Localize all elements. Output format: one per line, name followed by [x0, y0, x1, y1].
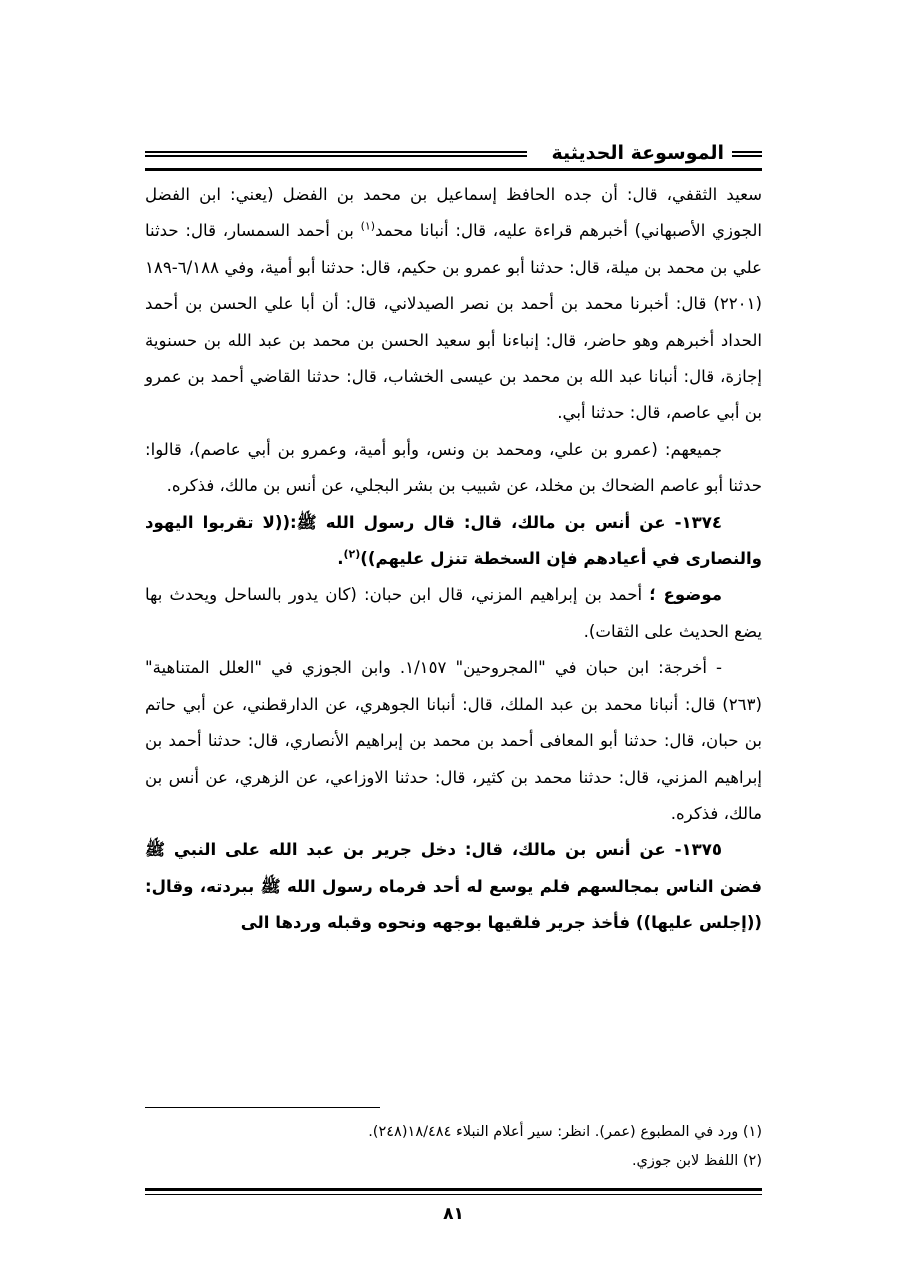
hadith-1374-end: . — [337, 549, 344, 569]
paragraph-mawdu — [145, 577, 762, 650]
mawdu-label: موضوع ؛ — [649, 585, 722, 605]
hadith-1374 — [145, 505, 762, 578]
paragraph-jamiuhum: جميعهم: (عمرو بن علي، ومحمد بن ونس، وأبو أمية، وعمرو بن أبي عاصم)، قالوا: حدثنا أبو عاصم الضحاك بن مخلد، عن شبيب بن بشر البجلي، عن أنس بن مالك، فذكره. — [145, 439, 762, 496]
footnote-2: (٢) اللفظ لابن جوزي. — [631, 1153, 762, 1169]
page-number: ٨١ — [443, 1204, 464, 1224]
footnote-ref-1: (١) — [360, 219, 376, 233]
paragraph-isnad — [145, 177, 762, 432]
bottom-rule — [145, 1188, 762, 1191]
paragraph-isnad-rest: بن أحمد السمسار، قال: حدثنا علي بن محمد بن ميلة، قال: حدثنا أبو عمرو بن حكيم، قال: حدثنا أبو أمية، وفي ٦/١٨٨-١٨٩ (٢٢٠١) قال: أخبرنا محمد بن أحمد بن نصر الصيدلاني، قال: أن أبا علي الحسن بن أحمد الحداد أخبرهم وهو حاضر، قال: إنباءنا أبو سعيد الحسن بن محمد بن عبد الله بن حسنوية إجازة، قال: أنبانا عبد الله بن محمد بن عيسى الخشاب، قال: حدثنا القاضي أحمد بن عمرو بن أبي عاصم، قال: حدثنا أبي. — [145, 221, 762, 423]
mawdu-text: أحمد بن إبراهيم المزني، قال ابن حبان: (كان يدور بالساحل ويحدث بها يضع الحديث على الثقات). — [145, 585, 762, 641]
running-header — [145, 140, 762, 170]
paragraph-takhrij: - أخرجة: ابن حبان في "المجروحين" ١/١٥٧. وابن الجوزي في "العلل المتناهية" (٢٦٣) قال: أنبانا محمد بن عبد الملك، قال: أنبانا الجوهري، عن الدارقطني، عن أبي حاتم بن حبان، قال: حدثنا أبو المعافى أحمد بن محمد بن إبراهيم الأنصاري، قال: حدثنا أحمد بن إبراهيم المزني، قال: حدثنا محمد بن كثير، قال: حدثنا الاوزاعي، عن الزهري، عن أنس بن مالك، فذكره. — [145, 658, 762, 823]
footnote-separator — [145, 1107, 380, 1108]
header-title: الموسوعة الحديثية — [544, 140, 733, 166]
footnote-ref-2: (٢) — [343, 547, 361, 561]
header-rule-right — [732, 151, 762, 157]
page — [145, 130, 762, 1250]
bottom-rule-thin — [145, 1194, 762, 1195]
page-body — [145, 177, 762, 942]
hadith-1374-text: ١٣٧٤- عن أنس بن مالك، قال: قال رسول الله ﷺ:((لا تقربوا اليهود والنصارى في أعيادهم فإن السخطة تنزل عليهم)) — [145, 512, 762, 569]
hadith-1375: ١٣٧٥- عن أنس بن مالك، قال: دخل جرير بن عبد الله على النبي ﷺ فضن الناس بمجالسهم فلم يوسع له أحد فرماه رسول الله ﷺ ببردته، وقال: ((إجلس عليها)) فأخذ جرير فلقيها بوجهه ونحوه وقبله وردها الى — [145, 840, 762, 933]
header-bar — [145, 168, 762, 171]
footnote-1: (١) ورد في المطبوع (عمر). انظر: سير أعلام النبلاء ١٨/٤٨٤(٢٤٨). — [368, 1124, 762, 1140]
header-rule-left — [145, 151, 527, 157]
paragraph-isnad-start: سعيد الثقفي، قال: أن جده الحافظ إسماعيل بن محمد بن الفضل (يعني: ابن الفضل الجوزي الأصبهاني) أخبرهم قراءة عليه، قال: أنبانا محمد — [145, 185, 762, 241]
footnotes — [145, 1118, 762, 1176]
